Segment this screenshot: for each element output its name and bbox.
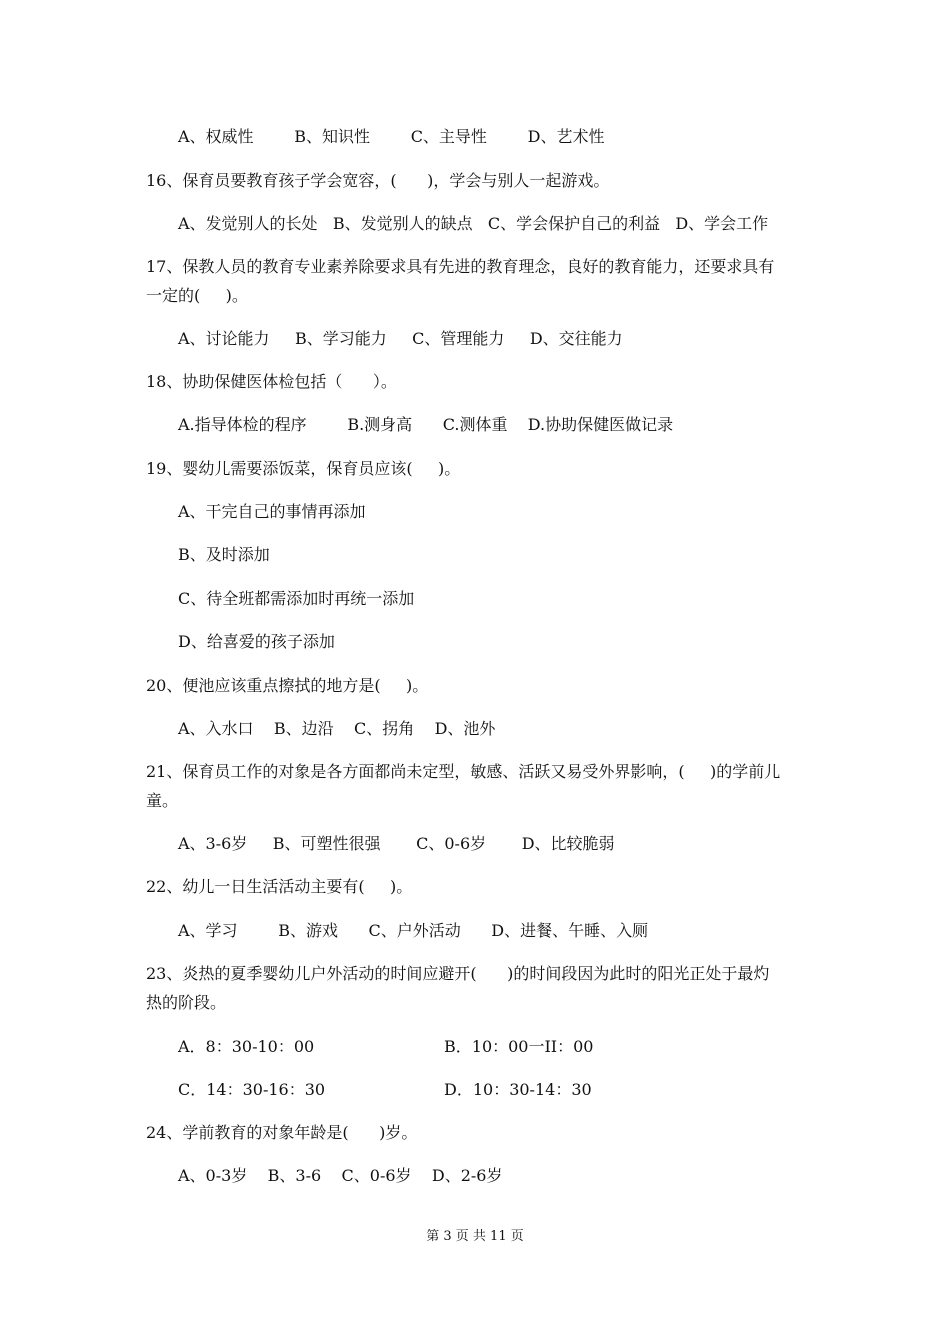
q21-options: A、3-6岁 B、可塑性很强 C、0-6岁 D、比较脆弱 — [178, 834, 615, 853]
q19-option-d: D、给喜爱的孩子添加 — [178, 632, 335, 651]
q24-stem: 24、学前教育的对象年龄是( )岁。 — [146, 1123, 418, 1142]
q21-stem-line1: 21、保育员工作的对象是各方面都尚未定型，敏感、活跃又易受外界影响，( )的学前儿 — [146, 762, 781, 781]
q18-options: A.指导体检的程序 B.测身高 C.测体重 D.协助保健医做记录 — [178, 415, 674, 434]
q18-stem: 18、协助保健医体检包括（ ）。 — [146, 372, 397, 391]
q24-options: A、0-3岁 B、3-6 C、0-6岁 D、2-6岁 — [178, 1166, 503, 1185]
q20-stem: 20、便池应该重点擦拭的地方是( )。 — [146, 676, 429, 695]
q19-stem: 19、婴幼儿需要添饭菜，保育员应该( )。 — [146, 459, 461, 478]
q17-stem-line1: 17、保教人员的教育专业素养除要求具有先进的教育理念，良好的教育能力，还要求具有 — [146, 257, 775, 276]
q19-option-c: C、待全班都需添加时再统一添加 — [178, 589, 415, 608]
q19-option-b: B、及时添加 — [178, 545, 270, 564]
q23-stem-line1: 23、炎热的夏季婴幼儿户外活动的时间应避开( )的时间段因为此时的阳光正处于最灼 — [146, 964, 770, 983]
q17-options: A、讨论能力 B、学习能力 C、管理能力 D、交往能力 — [178, 329, 623, 348]
q23-option-b: B．10：00一II：00 — [444, 1037, 594, 1056]
q21-stem-line2: 童。 — [146, 791, 179, 810]
q23-stem-line2: 热的阶段。 — [146, 993, 227, 1012]
q23-option-d: D．10：30-14：30 — [444, 1080, 592, 1099]
q23-option-a: A．8：30-10：00 — [178, 1037, 315, 1056]
q16-stem: 16、保育员要教育孩子学会宽容，( )，学会与别人一起游戏。 — [146, 171, 610, 190]
q17-stem-line2: 一定的( )。 — [146, 286, 248, 305]
q16-options: A、发觉别人的长处 B、发觉别人的缺点 C、学会保护自己的利益 D、学会工作 — [178, 214, 769, 233]
q15-options: A、权威性 B、知识性 C、主导性 D、艺术性 — [178, 127, 605, 146]
q23-option-c: C．14：30-16：30 — [178, 1080, 326, 1099]
q20-options: A、入水口 B、边沿 C、拐角 D、池外 — [178, 719, 496, 738]
page-footer: 第 3 页 共 11 页 — [426, 1229, 524, 1244]
q22-options: A、学习 B、游戏 C、户外活动 D、进餐、午睡、入厕 — [178, 921, 649, 940]
q19-option-a: A、干完自己的事情再添加 — [178, 502, 366, 521]
q22-stem: 22、幼儿一日生活活动主要有( )。 — [146, 877, 413, 896]
